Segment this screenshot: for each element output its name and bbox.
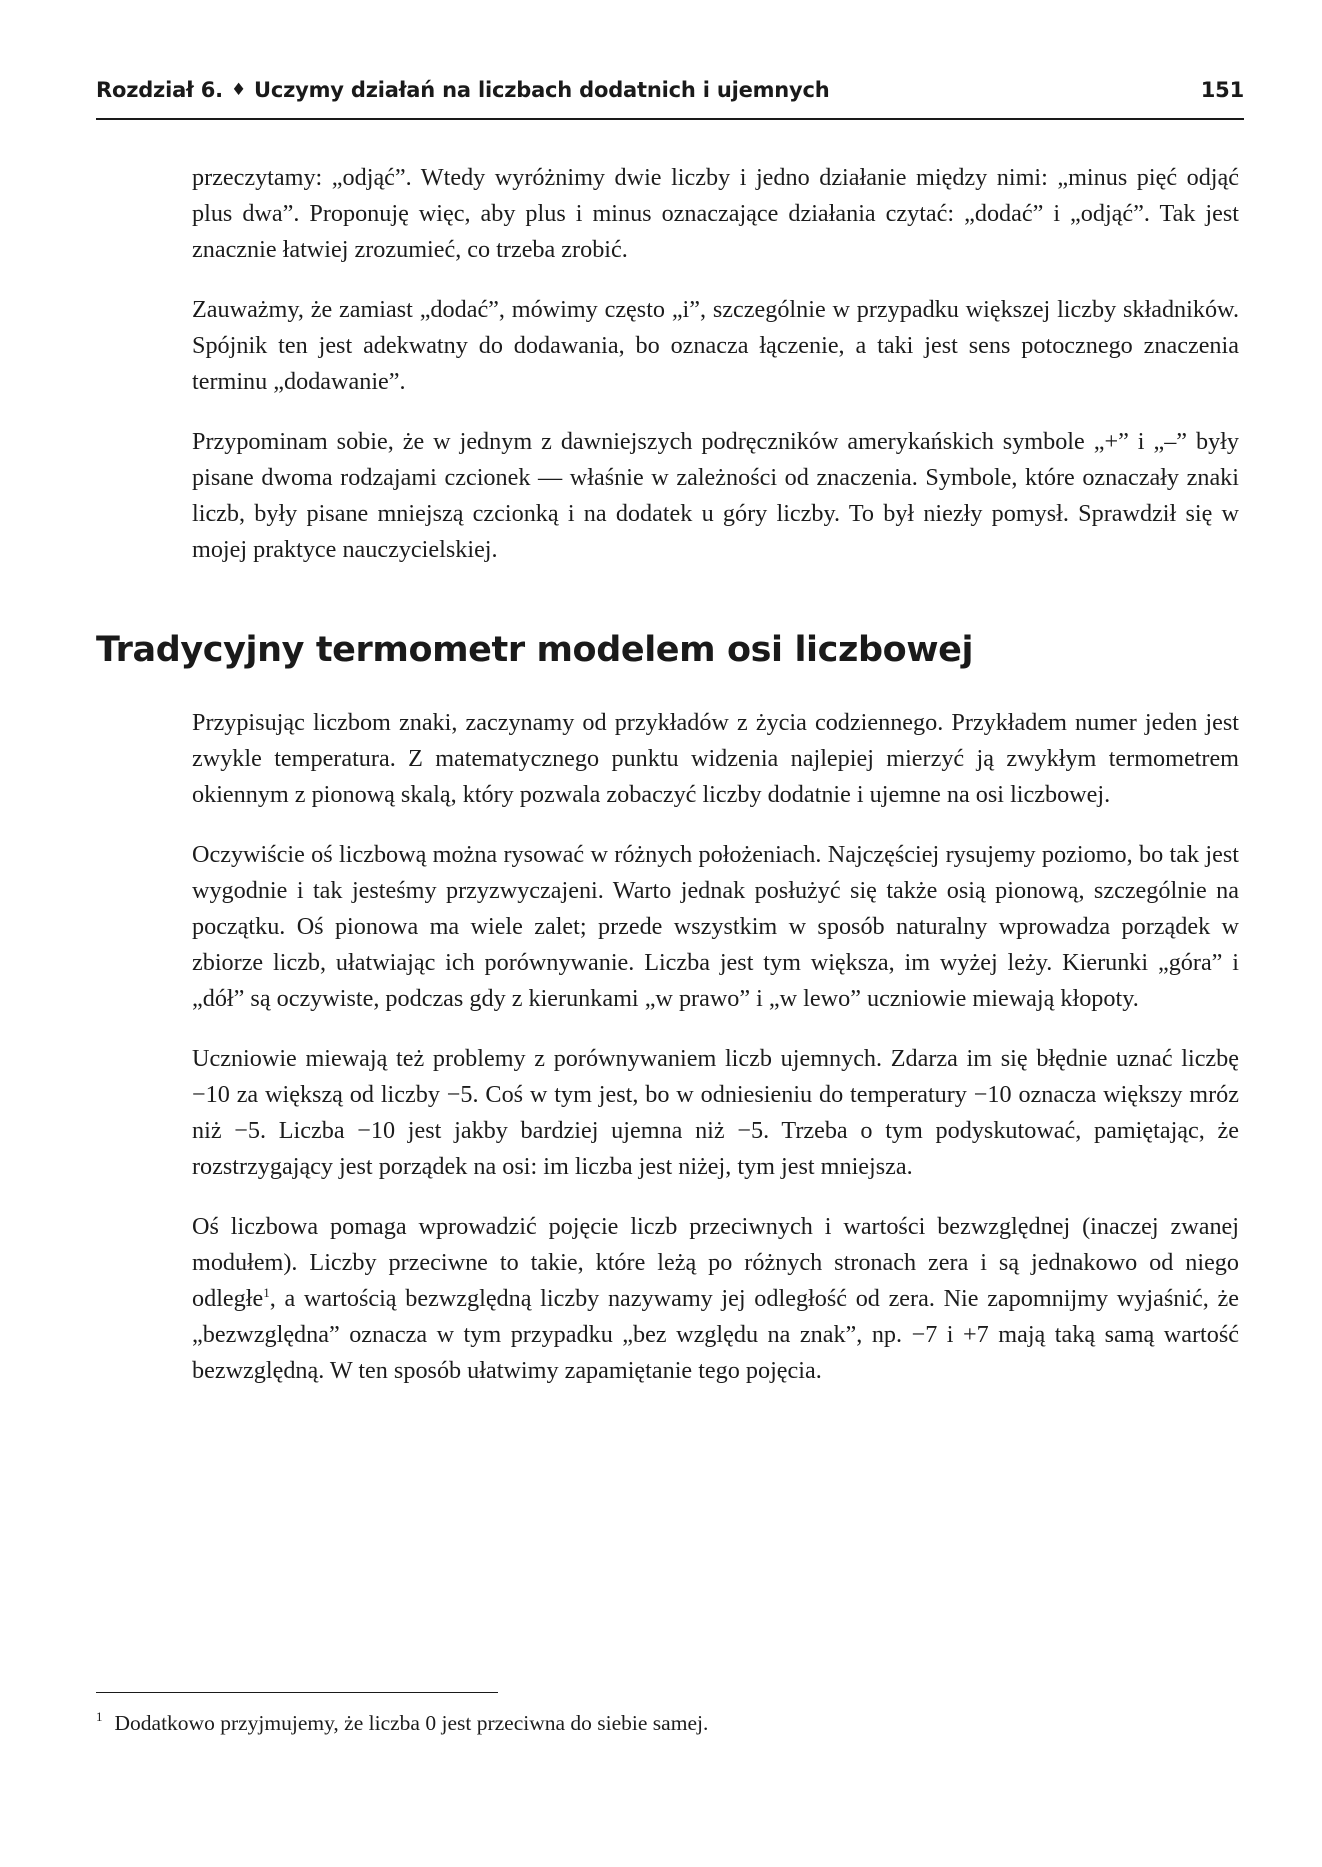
footnote-reference[interactable]: 1 bbox=[263, 1284, 270, 1300]
paragraph: Oczywiście oś liczbową można rysować w różnych położeniach. Najczęściej rysujemy poziomo, bo tak jest wygodnie i tak jesteśmy przyzwyczajeni. Warto jednak posłużyć się także osią pionową, szczególnie na początku. Oś pionowa ma wiele zalet; przede wszystkim w sposób naturalny wprowadza porządek w zbiorze liczb, ułatwiając ich porównywanie. Liczba jest tym większa, im wyżej leży. Kierunki „góra” i „dół” są oczywiste, podczas gdy z kierunkami „w prawo” i „w lewo” uczniowie miewają kłopoty. bbox=[192, 841, 1239, 1012]
footnote bbox=[96, 1708, 1236, 1738]
paragraph: Zauważmy, że zamiast „dodać”, mówimy często „i”, szczególnie w przypadku większej liczby składników. Spójnik ten jest adekwatny do dodawania, bo oznacza łączenie, a taki jest sens potocznego znaczenia terminu „dodawanie”. bbox=[192, 296, 1239, 395]
section-text bbox=[192, 705, 1239, 1413]
footnote-number: 1 bbox=[96, 1709, 103, 1724]
page-number: 151 bbox=[1200, 78, 1244, 102]
footnote-divider bbox=[96, 1692, 498, 1693]
paragraph bbox=[192, 1209, 1239, 1389]
chapter-title: Uczymy działań na liczbach dodatnich i ujemnych bbox=[254, 78, 830, 102]
paragraph: przeczytamy: „odjąć”. Wtedy wyróżnimy dwie liczby i jedno działanie między nimi: „minus pięć odjąć plus dwa”. Proponuję więc, aby plus i minus oznaczające działania czytać: „dodać” i „odjąć”. Tak jest znacznie łatwiej zrozumieć, co trzeba zrobić. bbox=[192, 164, 1239, 263]
section-heading: Tradycyjny termometr modelem osi liczbowej bbox=[96, 630, 974, 670]
chapter-number: Rozdział 6. bbox=[96, 78, 223, 102]
intro-text bbox=[192, 160, 1239, 592]
chapter-label bbox=[96, 78, 830, 102]
paragraph-text: , a wartością bezwzględną liczby nazywamy jej odległość od zera. Nie zapomnijmy wyjaśnić, że „bezwzględna” oznacza w tym przypadku „bez względu na znak”, np. −7 i +7 mają taką samą wartość bezwzględną. W ten sposób ułatwimy zapamiętanie tego pojęcia. bbox=[192, 1285, 1239, 1384]
footnote-text: Dodatkowo przyjmujemy, że liczba 0 jest przeciwna do siebie samej. bbox=[114, 1711, 709, 1735]
paragraph: Przypominam sobie, że w jednym z dawniejszych podręczników amerykańskich symbole „+” i „–” były pisane dwoma rodzajami czcionek — właśnie w zależności od znaczenia. Symbole, które oznaczały znaki liczb, były pisane mniejszą czcionką i na dodatek u góry liczby. To był niezły pomysł. Sprawdził się w mojej praktyce nauczycielskiej. bbox=[192, 428, 1239, 563]
diamond-separator-icon: ♦ bbox=[230, 80, 246, 100]
running-header bbox=[96, 78, 1244, 120]
paragraph-text: Oś liczbowa pomaga wprowadzić pojęcie liczb przeciwnych i wartości bezwzględnej (inaczej zwanej modułem). Liczby przeciwne to takie, które leżą po różnych stronach zera i są jednakowo od niego odległe bbox=[192, 1213, 1239, 1312]
paragraph: Przypisując liczbom znaki, zaczynamy od przykładów z życia codziennego. Przykładem numer jeden jest zwykle temperatura. Z matematycznego punktu widzenia najlepiej mierzyć ją zwykłym termometrem okiennym z pionową skalą, który pozwala zobaczyć liczby dodatnie i ujemne na osi liczbowej. bbox=[192, 709, 1239, 808]
paragraph: Uczniowie miewają też problemy z porównywaniem liczb ujemnych. Zdarza im się błędnie uznać liczbę −10 za większą od liczby −5. Coś w tym jest, bo w odniesieniu do temperatury −10 oznacza większy mróz niż −5. Liczba −10 jest jakby bardziej ujemna niż −5. Trzeba o tym podyskutować, pamiętając, że rozstrzygający jest porządek na osi: im liczba jest niżej, tym jest mniejsza. bbox=[192, 1045, 1239, 1180]
